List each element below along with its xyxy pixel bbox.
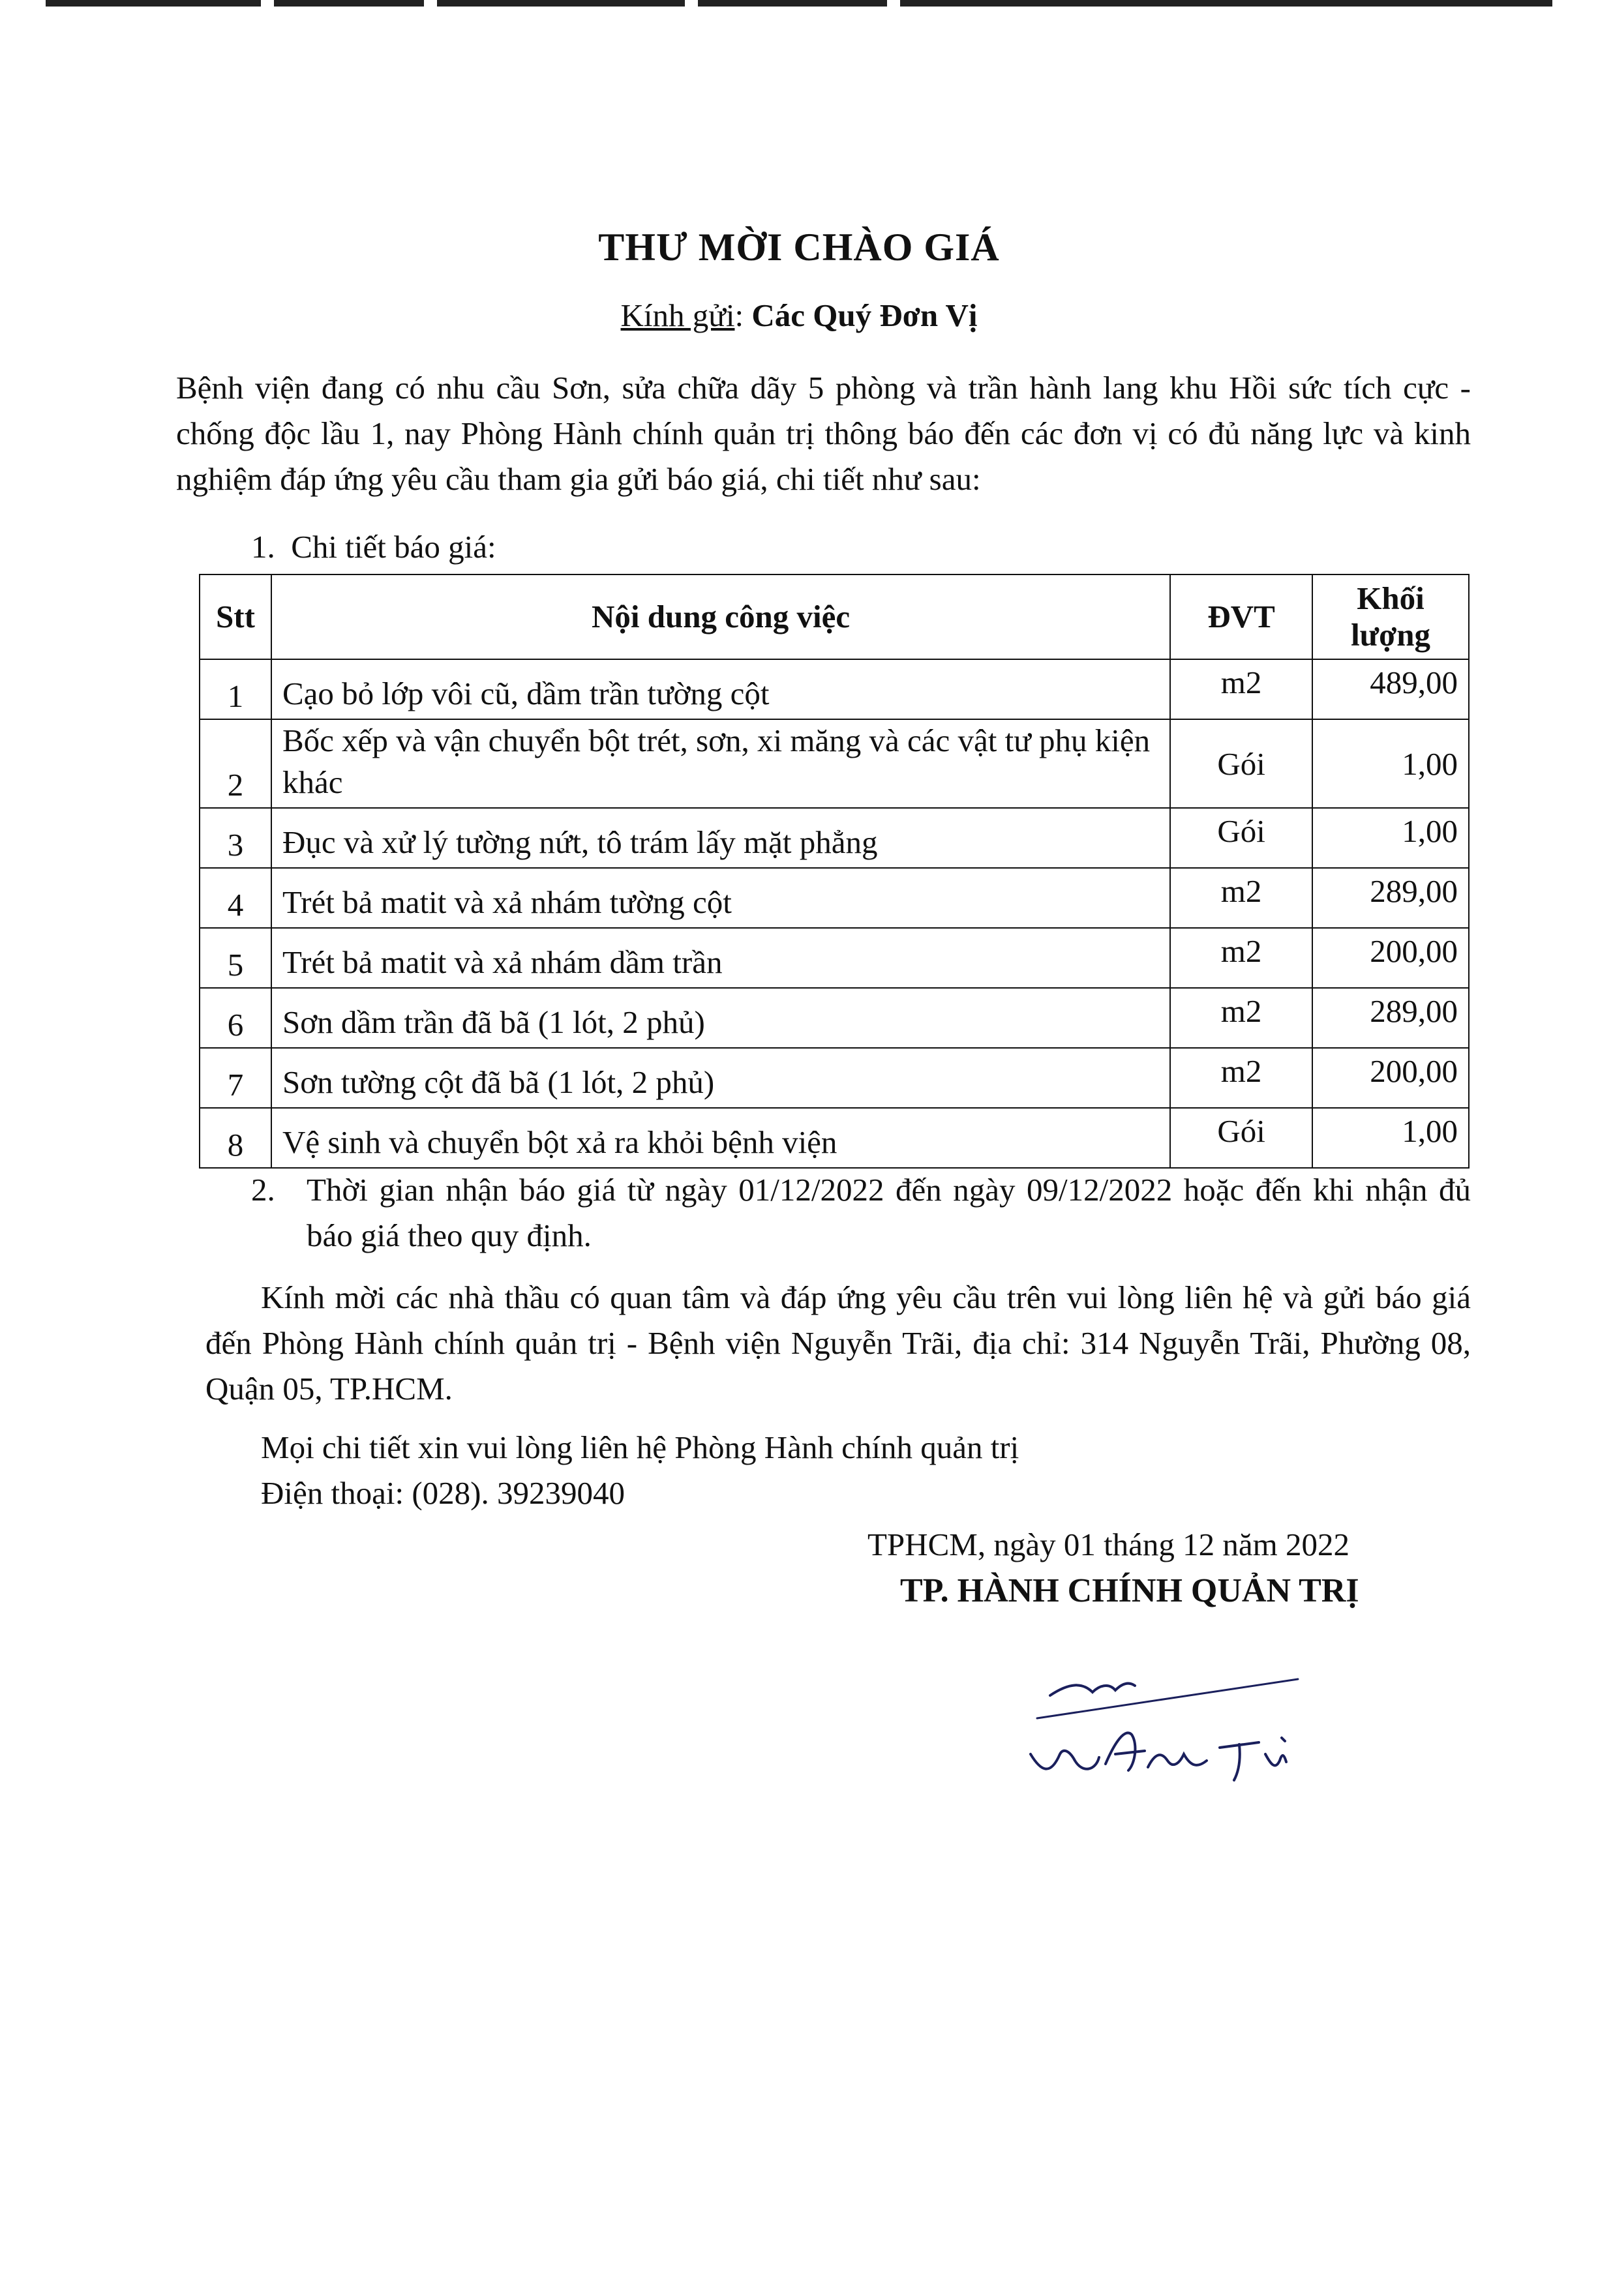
scan-edge-marks: [0, 0, 1598, 8]
section-2-number: 2.: [251, 1172, 275, 1208]
row-unit: m2: [1170, 1048, 1312, 1108]
row-unit: m2: [1170, 928, 1312, 988]
row-qty: 200,00: [1312, 928, 1469, 988]
salutation-prefix: Kính gửi: [620, 297, 735, 333]
row-stt: 3: [200, 808, 271, 868]
row-stt: 6: [200, 988, 271, 1048]
contact-block: [261, 1425, 1019, 1516]
table-row: [200, 868, 1469, 928]
row-unit: Gói: [1170, 719, 1312, 808]
document-title: THƯ MỜI CHÀO GIÁ: [598, 226, 1000, 269]
row-content: Vệ sinh và chuyển bột xả ra khỏi bệnh viện: [271, 1108, 1170, 1168]
row-stt: 5: [200, 928, 271, 988]
row-content: Sơn dầm trần đã bã (1 lót, 2 phủ): [271, 988, 1170, 1048]
contact-line: Mọi chi tiết xin vui lòng liên hệ Phòng Hành chính quản trị: [261, 1429, 1019, 1465]
row-stt: 4: [200, 868, 271, 928]
row-stt: 1: [200, 659, 271, 719]
header-stt: Stt: [200, 574, 271, 659]
phone-line: Điện thoại: (028). 39239040: [261, 1475, 625, 1511]
section-1-heading: [251, 528, 496, 565]
table-row: [200, 1048, 1469, 1108]
row-content: Cạo bỏ lớp vôi cũ, dầm trần tường cột: [271, 659, 1170, 719]
invitation-text: Kính mời các nhà thầu có quan tâm và đáp ứng yêu cầu trên vui lòng liên hệ và gửi báo giá đến Phòng Hành chính quản trị - Bệnh viện Nguyễn Trãi, địa chỉ: 314 Nguyễn Trãi, Phường 08, Quận 05, TP.HCM.: [205, 1279, 1471, 1407]
row-stt: 8: [200, 1108, 271, 1168]
salutation: Kính gửi: Các Quý Đơn Vị: [620, 297, 978, 333]
row-qty: 1,00: [1312, 719, 1469, 808]
table-row: [200, 928, 1469, 988]
row-qty: 489,00: [1312, 659, 1469, 719]
row-unit: Gói: [1170, 1108, 1312, 1168]
table-header-row: [200, 574, 1469, 659]
row-qty: 289,00: [1312, 988, 1469, 1048]
row-stt: 7: [200, 1048, 271, 1108]
section-1-label: Chi tiết báo giá:: [291, 529, 496, 565]
row-content: Đục và xử lý tường nứt, tô trám lấy mặt phẳng: [271, 808, 1170, 868]
salutation-target: Các Quý Đơn Vị: [751, 297, 978, 333]
section-1-number: 1.: [251, 529, 275, 565]
row-unit: m2: [1170, 868, 1312, 928]
row-unit: m2: [1170, 659, 1312, 719]
intro-paragraph: Bệnh viện đang có nhu cầu Sơn, sửa chữa dãy 5 phòng và trần hành lang khu Hồi sức tích cực - chống độc lầu 1, nay Phòng Hành chính quản trị thông báo đến các đơn vị có đủ năng lực và kinh nghiệm đáp ứng yêu cầu tham gia gửi báo giá, chi tiết như sau:: [176, 370, 1471, 497]
table-row: [200, 988, 1469, 1048]
table-row: [200, 808, 1469, 868]
row-qty: 289,00: [1312, 868, 1469, 928]
row-stt: 2: [200, 719, 271, 808]
header-unit: ĐVT: [1170, 574, 1312, 659]
section-2-text: Thời gian nhận báo giá từ ngày 01/12/2022 đến ngày 09/12/2022 hoặc đến khi nhận đủ báo giá theo quy định.: [307, 1172, 1471, 1253]
row-unit: Gói: [1170, 808, 1312, 868]
date-line: TPHCM, ngày 01 tháng 12 năm 2022: [867, 1527, 1350, 1562]
table-row: [200, 659, 1469, 719]
handwritten-signature: [1024, 1656, 1350, 1813]
row-content: Sơn tường cột đã bã (1 lót, 2 phủ): [271, 1048, 1170, 1108]
invitation-paragraph: [205, 1275, 1471, 1412]
row-content: Trét bả matit và xả nhám tường cột: [271, 868, 1170, 928]
table-row: [200, 1108, 1469, 1168]
header-qty: Khối lượng: [1312, 574, 1469, 659]
row-qty: 200,00: [1312, 1048, 1469, 1108]
row-content: Trét bả matit và xả nhám dầm trần: [271, 928, 1170, 988]
row-qty: 1,00: [1312, 808, 1469, 868]
row-content: Bốc xếp và vận chuyển bột trét, sơn, xi măng và các vật tư phụ kiện khác: [271, 719, 1170, 808]
work-items-table: [199, 574, 1470, 1169]
signer-title: TP. HÀNH CHÍNH QUẢN TRỊ: [900, 1572, 1359, 1609]
row-unit: m2: [1170, 988, 1312, 1048]
table-row: [200, 719, 1469, 808]
header-content: Nội dung công việc: [271, 574, 1170, 659]
row-qty: 1,00: [1312, 1108, 1469, 1168]
